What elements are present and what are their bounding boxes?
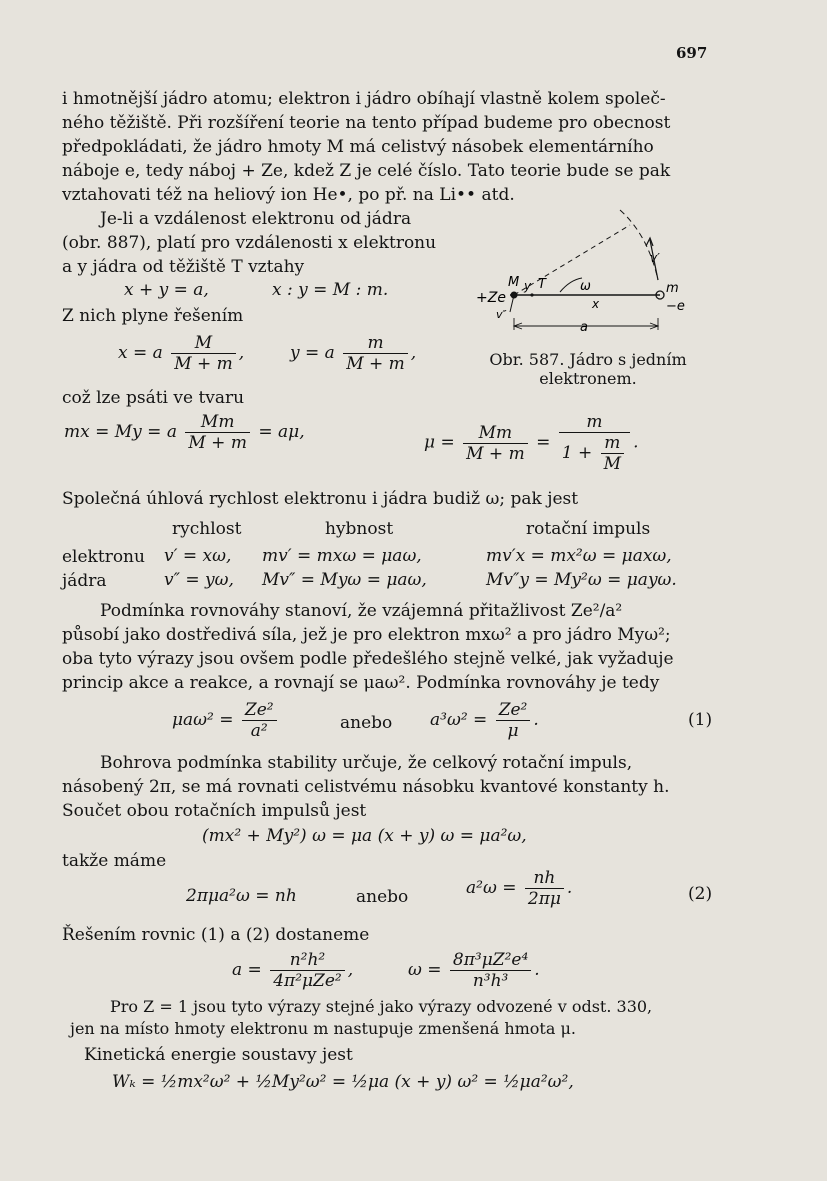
equation-y-lhs: y = a <box>290 343 335 363</box>
table-header-rotacni-impuls: rotační impuls <box>526 519 651 539</box>
equation-a-group: a = $\frac{\text{n²h²}}{\text{4π²μZe²}}$ , <box>232 950 354 991</box>
center-of-mass-dot <box>530 293 533 296</box>
label-plus-ze: +Ze <box>476 290 506 306</box>
paragraph-1-line-5: vztahovati též na heliový ion He•, po př. na Li•• atd. <box>62 185 515 205</box>
equation-x-lhs: x = a <box>118 343 163 363</box>
figure-caption-line-2: elektronem. <box>539 369 637 388</box>
equation-omega-lhs: ω = <box>408 960 442 980</box>
equation-mu-mid: = <box>536 432 551 453</box>
label-M: M <box>508 275 520 290</box>
equation-x: x = a $\frac{M}{M + m}$ , <box>118 333 245 374</box>
label-y: y <box>524 279 532 293</box>
equation-x-fraction <box>171 333 236 374</box>
text-kineticka: Kinetická energie soustavy jest <box>84 1045 353 1065</box>
equation-mx-lhs: mx = My = a <box>64 422 177 442</box>
equation-mx-den: M + m <box>185 432 250 453</box>
equation-x-num: M <box>194 333 213 353</box>
equation-2-rhs-den: 2πμ <box>525 888 564 909</box>
equation-2-lhs: 2πμa²ω = nh <box>186 886 297 906</box>
paragraph-1-line-3: předpokládati, že jádro hmoty M má celistvý násobek elementárního <box>62 137 654 157</box>
paragraph-2-line-2: (obr. 887), platí pro vzdálenosti x elektronu <box>62 233 437 253</box>
equation-y-fraction <box>343 333 408 374</box>
equation-2-rhs-fraction <box>525 868 564 909</box>
label-minus-e: −e <box>666 299 685 314</box>
equation-omega-den: n³h³ <box>450 970 531 991</box>
label-omega: ω <box>580 279 591 294</box>
paragraph-1-line-2: ného těžiště. Při rozšíření teorie na tento případ budeme pro obecnost <box>62 113 671 133</box>
equation-1-lhs-group <box>172 700 280 741</box>
paragraph-3-line-4: princip akce a reakce, a rovnají se μaω². Podmínka rovnováhy je tedy <box>62 673 660 693</box>
paragraph-4-line-1: Bohrova podmínka stability určuje, že celkový rotační impuls, <box>100 753 633 773</box>
equation-xy-sum: x + y = a, <box>124 280 209 300</box>
equation-mu-den-2-den: M <box>601 453 624 474</box>
label-T: T <box>538 277 546 292</box>
equation-mx-rhs: = aμ, <box>258 422 305 442</box>
equation-kinetic-energy: Wₖ = ½mx²ω² + ½My²ω² = ½μa (x + y) ω² = ½μa²ω², <box>112 1072 574 1092</box>
figure-caption-line-1: Obr. 587. Jádro s jedním <box>489 350 687 369</box>
table-header-hybnost: hybnost <box>325 519 394 539</box>
paragraph-5-line-1: Pro Z = 1 jsou tyto výrazy stejné jako výrazy odvozené v odst. 330, <box>110 997 653 1016</box>
text-z-nich: Z nich plyne řešením <box>62 306 244 326</box>
equation-sum: (mx² + My²) ω = μa (x + y) ω = μa²ω, <box>202 826 527 846</box>
equation-1-number: (1) <box>688 710 713 730</box>
equation-mu-den-2 <box>559 432 630 474</box>
equation-mu-den: M + m <box>463 443 528 464</box>
equation-mu-den-2-fraction <box>601 433 624 474</box>
table-row-nucleus-label: jádra <box>62 571 107 591</box>
paragraph-2-line-1: Je-li a vzdálenost elektronu od jádra <box>100 209 412 229</box>
paragraph-3-line-1: Podmínka rovnováhy stanoví, že vzájemná přitažlivost Ze²/a² <box>100 601 623 621</box>
equation-omega-group: ω = $\frac{\text{8π³μZ²e⁴}}{\text{n³h³}}$ . <box>408 950 540 991</box>
equation-y-num: m <box>367 333 384 353</box>
equation-mx-fraction <box>185 412 250 453</box>
equation-a-fraction <box>270 950 345 991</box>
equation-y: y = a $\frac{m}{M + m}$ , <box>290 333 417 374</box>
paragraph-5-line-2: jen na místo hmoty elektronu m nastupuje zmenšená hmota μ. <box>70 1019 576 1038</box>
equation-1-rhs-lhs: a³ω² = <box>430 710 488 730</box>
equation-1-fraction <box>242 700 277 741</box>
equation-mu: μ = $\frac{Mm}{M + m}$ = m 1 + $\frac{m}{M}$ . <box>424 412 639 474</box>
label-v-prime: v′ <box>650 251 660 265</box>
equation-mu-num-2: m <box>586 412 603 432</box>
table-row-electron-L: mv′x = mx²ω = μaxω, <box>486 546 672 566</box>
omega-arc <box>560 278 582 292</box>
paragraph-4-line-3: Součet obou rotačních impulsů jest <box>62 801 367 821</box>
equation-x-den: M + m <box>171 353 236 374</box>
equation-mu-num: Mm <box>478 422 513 443</box>
table-row-nucleus-L: Mv″y = My²ω = μayω. <box>486 570 677 590</box>
paragraph-2-line-3: a y jádra od těžiště T vztahy <box>62 257 305 277</box>
equation-mu-lhs: μ = <box>424 432 455 453</box>
equation-2-number: (2) <box>688 884 713 904</box>
equation-mx <box>64 412 305 453</box>
text-takze: takže máme <box>62 851 167 871</box>
equation-xy-ratio: x : y = M : m. <box>272 280 389 300</box>
table-row-electron-v: v′ = xω, <box>164 546 232 566</box>
equation-a-lhs: a = <box>232 960 262 980</box>
equation-1-anebo: anebo <box>340 713 393 733</box>
text-resenim: Řešením rovnic (1) a (2) dostaneme <box>62 925 370 945</box>
equation-omega-num: 8π³μZ²e⁴ <box>452 950 529 970</box>
equation-1-rhs-num: Ze² <box>498 700 528 720</box>
equation-2-rhs-num: nh <box>533 868 556 888</box>
equation-y-den: M + m <box>343 353 408 374</box>
paragraph-3-line-2: působí jako dostředivá síla, jež je pro elektron mxω² a pro jádro Myω²; <box>62 625 671 645</box>
equation-1-lhs: μaω² = <box>172 710 234 730</box>
equation-omega-fraction <box>450 950 531 991</box>
velocity-arrow-electron-head <box>646 238 653 246</box>
equation-mu-den-2-num: m <box>604 433 621 453</box>
equation-1-rhs-den: μ <box>496 720 531 741</box>
equation-1-den: a² <box>242 720 277 741</box>
table-row-electron-label: elektronu <box>62 547 145 567</box>
equation-1-rhs-fraction <box>496 700 531 741</box>
label-x: x <box>592 297 600 311</box>
equation-mu-den-2-a: 1 + <box>561 443 593 463</box>
page-number: 697 <box>676 44 708 62</box>
paragraph-1-line-1: i hmotnější jádro atomu; elektron i jádro obíhají vlastně kolem společ- <box>62 89 666 109</box>
label-m: m <box>666 281 679 296</box>
label-v-dprime: v″ <box>496 308 507 321</box>
radius-dashed <box>514 225 630 295</box>
table-row-nucleus-p: Mv″ = Myω = μaω, <box>262 570 427 590</box>
text-spolecna: Společná úhlová rychlost elektronu i jádra budiž ω; pak jest <box>62 489 579 509</box>
equation-2-anebo: anebo <box>356 887 409 907</box>
text-coz-lze: což lze psáti ve tvaru <box>62 388 245 408</box>
table-header-rychlost: rychlost <box>172 519 242 539</box>
equation-1-num: Ze² <box>244 700 274 720</box>
paragraph-3-line-3: oba tyto výrazy jsou ovšem podle předešlého stejně velké, jak vyžaduje <box>62 649 674 669</box>
equation-1-rhs-group: a³ω² = $\frac{\text{Ze²}}{\mu}$ . <box>430 700 539 741</box>
figure-nucleus-electron <box>470 200 710 340</box>
equation-mu-fraction <box>463 423 528 464</box>
equation-a-num: n²h² <box>289 950 326 970</box>
paragraph-1-line-4: náboje e, tedy náboj + Ze, kdež Z je celé číslo. Tato teorie bude se pak <box>62 161 671 181</box>
equation-2-rhs-lhs: a²ω = <box>466 878 517 898</box>
equation-mx-num: Mm <box>200 412 235 432</box>
paragraph-4-line-2: násobený 2π, se má rovnati celistvému násobku kvantové konstanty h. <box>62 777 670 797</box>
label-a: a <box>580 320 588 335</box>
equation-2-rhs-group: a²ω = $\frac{nh}{2\pi\mu}$ . <box>466 868 573 909</box>
equation-a-den: 4π²μZe² <box>270 970 345 991</box>
equation-mu-fraction-2 <box>559 412 630 474</box>
table-row-nucleus-v: v″ = yω, <box>164 570 234 590</box>
table-row-electron-p: mv′ = mxω = μaω, <box>262 546 422 566</box>
